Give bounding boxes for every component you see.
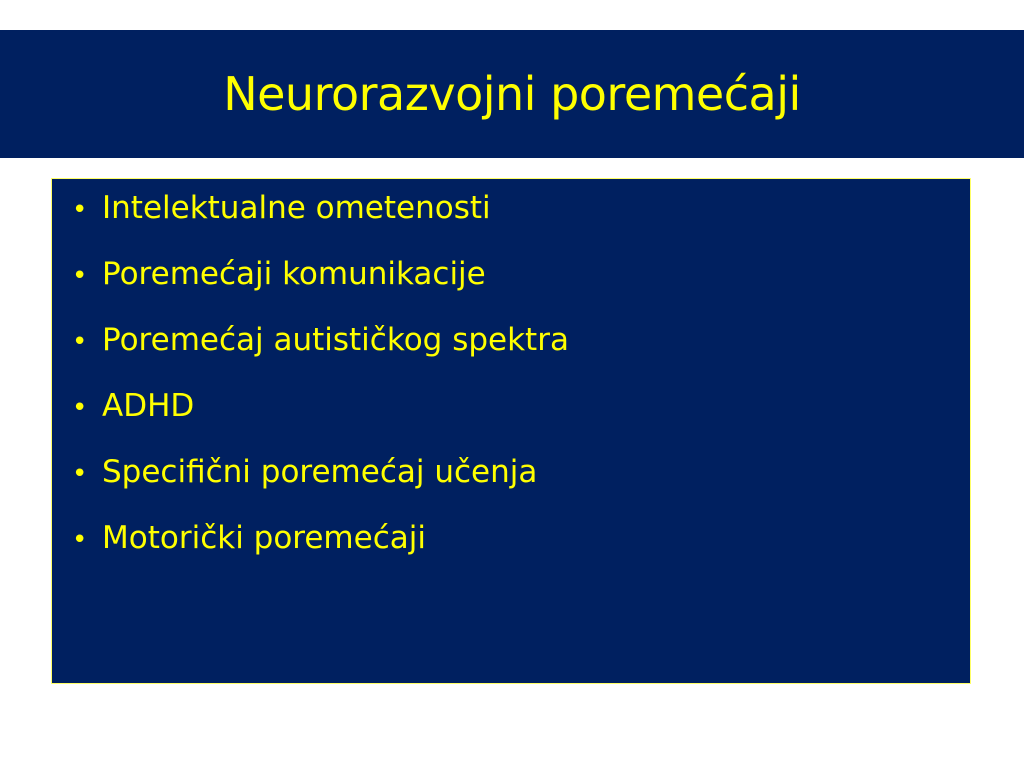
list-item bbox=[72, 520, 970, 589]
bullet-icon: • bbox=[72, 195, 88, 225]
list-item bbox=[72, 322, 970, 391]
bullet-icon: • bbox=[72, 393, 88, 423]
bullet-icon: • bbox=[72, 261, 88, 291]
list-item-label: ADHD bbox=[102, 388, 195, 424]
slide-title: Neurorazvojni poremećaji bbox=[223, 67, 801, 121]
list-item-label: Poremećaji komunikacije bbox=[102, 256, 486, 292]
list-item-label: Poremećaj autističkog spektra bbox=[102, 322, 569, 358]
bullet-icon: • bbox=[72, 459, 88, 489]
bullet-icon: • bbox=[72, 525, 88, 555]
list-item bbox=[72, 190, 970, 259]
list-item-label: Specifični poremećaj učenja bbox=[102, 454, 538, 490]
list-item bbox=[72, 256, 970, 325]
list-item-label: Motorički poremećaji bbox=[102, 520, 426, 556]
bullet-icon: • bbox=[72, 327, 88, 357]
list-item bbox=[72, 388, 970, 457]
list-item-label: Intelektualne ometenosti bbox=[102, 190, 491, 226]
bullet-list bbox=[52, 179, 970, 589]
list-item bbox=[72, 454, 970, 523]
content-box bbox=[51, 178, 971, 684]
title-bar bbox=[0, 30, 1024, 158]
